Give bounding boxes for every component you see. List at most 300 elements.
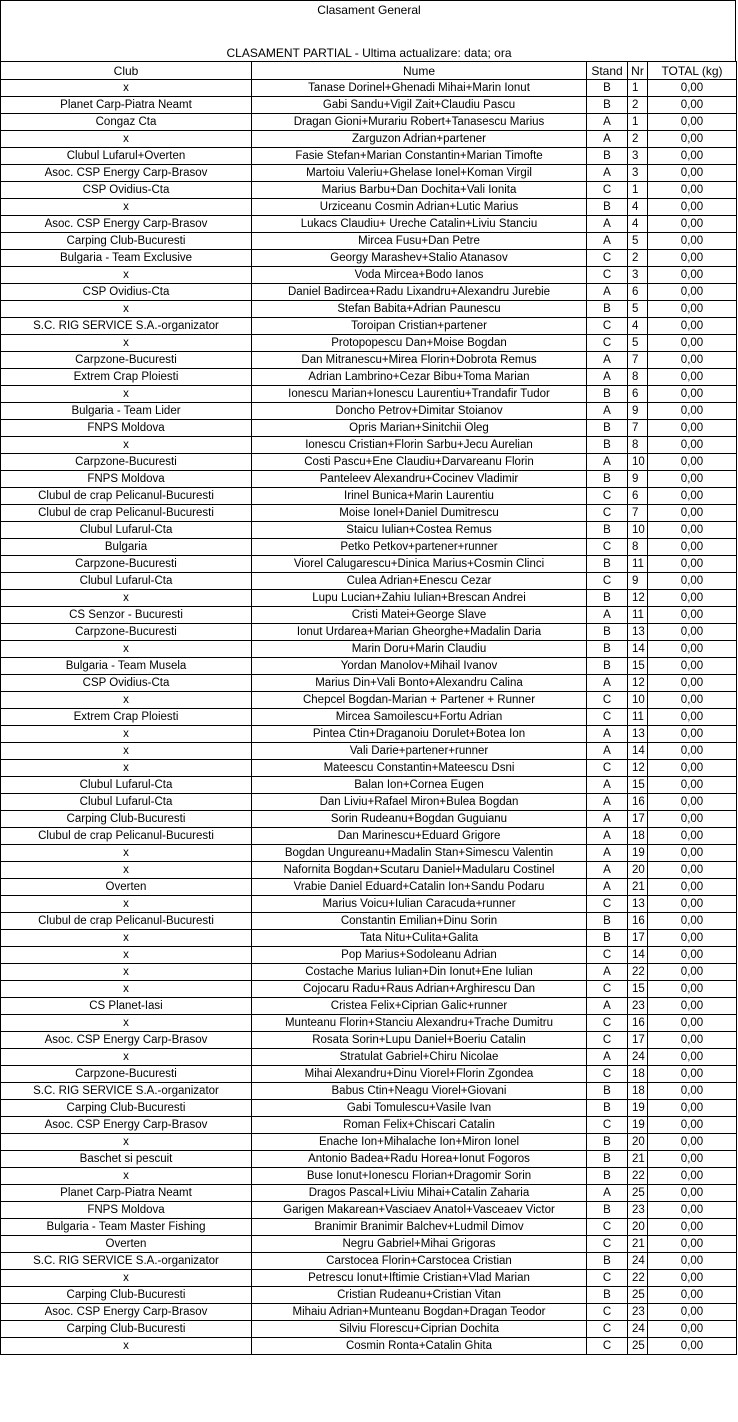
nr-cell: 1 xyxy=(628,182,648,199)
table-row xyxy=(1,709,737,726)
stand-cell: A xyxy=(587,216,628,233)
nr-cell: 19 xyxy=(628,1117,648,1134)
table-row xyxy=(1,964,737,981)
table-row xyxy=(1,1032,737,1049)
stand-cell: B xyxy=(587,913,628,930)
stand-cell: A xyxy=(587,607,628,624)
stand-cell: C xyxy=(587,760,628,777)
stand-cell: B xyxy=(587,1287,628,1304)
total-cell: 0,00 xyxy=(648,1253,737,1270)
stand-cell: B xyxy=(587,437,628,454)
stand-cell: A xyxy=(587,165,628,182)
stand-cell: C xyxy=(587,488,628,505)
total-cell: 0,00 xyxy=(648,267,737,284)
club-cell: Carpzone-Bucuresti xyxy=(1,1066,252,1083)
nr-cell: 7 xyxy=(628,352,648,369)
stand-cell: B xyxy=(587,471,628,488)
total-cell: 0,00 xyxy=(648,879,737,896)
club-cell: x xyxy=(1,964,252,981)
club-cell: Baschet si pescuit xyxy=(1,1151,252,1168)
table-row xyxy=(1,930,737,947)
table-header-row xyxy=(1,62,737,80)
table-row xyxy=(1,828,737,845)
club-cell: Carping Club-Bucuresti xyxy=(1,811,252,828)
stand-cell: A xyxy=(587,369,628,386)
name-cell: Viorel Calugarescu+Dinica Marius+Cosmin Clinci xyxy=(252,556,587,573)
total-cell: 0,00 xyxy=(648,641,737,658)
stand-cell: C xyxy=(587,947,628,964)
nr-cell: 22 xyxy=(628,964,648,981)
nr-cell: 3 xyxy=(628,165,648,182)
table-row xyxy=(1,1304,737,1321)
table-row xyxy=(1,403,737,420)
table-row xyxy=(1,454,737,471)
stand-cell: C xyxy=(587,1338,628,1355)
club-cell: x xyxy=(1,1270,252,1287)
name-cell: Dan Marinescu+Eduard Grigore xyxy=(252,828,587,845)
sheet-header xyxy=(0,0,736,61)
nr-cell: 23 xyxy=(628,998,648,1015)
table-row xyxy=(1,1151,737,1168)
nr-cell: 6 xyxy=(628,284,648,301)
club-cell: x xyxy=(1,267,252,284)
table-row xyxy=(1,675,737,692)
total-cell: 0,00 xyxy=(648,624,737,641)
stand-cell: B xyxy=(587,624,628,641)
club-cell: x xyxy=(1,437,252,454)
name-cell: Adrian Lambrino+Cezar Bibu+Toma Marian xyxy=(252,369,587,386)
column-header-stand: Stand xyxy=(587,62,628,80)
nr-cell: 10 xyxy=(628,522,648,539)
nr-cell: 18 xyxy=(628,828,648,845)
nr-cell: 22 xyxy=(628,1168,648,1185)
total-cell: 0,00 xyxy=(648,1338,737,1355)
total-cell: 0,00 xyxy=(648,726,737,743)
nr-cell: 12 xyxy=(628,675,648,692)
nr-cell: 21 xyxy=(628,879,648,896)
table-row xyxy=(1,1321,737,1338)
stand-cell: C xyxy=(587,896,628,913)
table-row xyxy=(1,216,737,233)
stand-cell: A xyxy=(587,284,628,301)
nr-cell: 16 xyxy=(628,913,648,930)
club-cell: Clubul de crap Pelicanul-Bucuresti xyxy=(1,913,252,930)
stand-cell: B xyxy=(587,1253,628,1270)
name-cell: Mihaiu Adrian+Munteanu Bogdan+Dragan Teodor xyxy=(252,1304,587,1321)
name-cell: Nafornita Bogdan+Scutaru Daniel+Madularu Costinel xyxy=(252,862,587,879)
name-cell: Georgy Marashev+Stalio Atanasov xyxy=(252,250,587,267)
total-cell: 0,00 xyxy=(648,1134,737,1151)
club-cell: x xyxy=(1,692,252,709)
total-cell: 0,00 xyxy=(648,539,737,556)
club-cell: Carping Club-Bucuresti xyxy=(1,1100,252,1117)
nr-cell: 24 xyxy=(628,1321,648,1338)
stand-cell: A xyxy=(587,998,628,1015)
club-cell: Planet Carp-Piatra Neamt xyxy=(1,1185,252,1202)
name-cell: Yordan Manolov+Mihail Ivanov xyxy=(252,658,587,675)
stand-cell: B xyxy=(587,641,628,658)
nr-cell: 11 xyxy=(628,556,648,573)
club-cell: Bulgaria - Team Master Fishing xyxy=(1,1219,252,1236)
table-row xyxy=(1,760,737,777)
table-row xyxy=(1,641,737,658)
total-cell: 0,00 xyxy=(648,794,737,811)
stand-cell: B xyxy=(587,199,628,216)
stand-cell: C xyxy=(587,1066,628,1083)
nr-cell: 9 xyxy=(628,471,648,488)
nr-cell: 16 xyxy=(628,1015,648,1032)
total-cell: 0,00 xyxy=(648,250,737,267)
club-cell: Clubul Lufarul-Cta xyxy=(1,794,252,811)
total-cell: 0,00 xyxy=(648,505,737,522)
table-row xyxy=(1,981,737,998)
table-row xyxy=(1,658,737,675)
nr-cell: 12 xyxy=(628,590,648,607)
nr-cell: 13 xyxy=(628,726,648,743)
name-cell: Carstocea Florin+Carstocea Cristian xyxy=(252,1253,587,1270)
name-cell: Costache Marius Iulian+Din Ionut+Ene Iulian xyxy=(252,964,587,981)
club-cell: CSP Ovidius-Cta xyxy=(1,284,252,301)
total-cell: 0,00 xyxy=(648,1270,737,1287)
nr-cell: 3 xyxy=(628,148,648,165)
name-cell: Pop Marius+Sodoleanu Adrian xyxy=(252,947,587,964)
club-cell: Clubul Lufarul-Cta xyxy=(1,777,252,794)
total-cell: 0,00 xyxy=(648,522,737,539)
name-cell: Mircea Fusu+Dan Petre xyxy=(252,233,587,250)
name-cell: Petko Petkov+partener+runner xyxy=(252,539,587,556)
table-row xyxy=(1,114,737,131)
stand-cell: A xyxy=(587,675,628,692)
nr-cell: 9 xyxy=(628,573,648,590)
nr-cell: 3 xyxy=(628,267,648,284)
name-cell: Dragos Pascal+Liviu Mihai+Catalin Zaharia xyxy=(252,1185,587,1202)
club-cell: x xyxy=(1,80,252,97)
total-cell: 0,00 xyxy=(648,692,737,709)
column-header-club: Club xyxy=(1,62,252,80)
total-cell: 0,00 xyxy=(648,216,737,233)
name-cell: Cojocaru Radu+Raus Adrian+Arghirescu Dan xyxy=(252,981,587,998)
total-cell: 0,00 xyxy=(648,1117,737,1134)
table-row xyxy=(1,335,737,352)
stand-cell: B xyxy=(587,386,628,403)
name-cell: Bogdan Ungureanu+Madalin Stan+Simescu Valentin xyxy=(252,845,587,862)
table-row xyxy=(1,862,737,879)
total-cell: 0,00 xyxy=(648,964,737,981)
table-row xyxy=(1,998,737,1015)
club-cell: Clubul Lufarul+Overten xyxy=(1,148,252,165)
name-cell: Dragan Gioni+Murariu Robert+Tanasescu Marius xyxy=(252,114,587,131)
club-cell: x xyxy=(1,896,252,913)
total-cell: 0,00 xyxy=(648,1304,737,1321)
nr-cell: 11 xyxy=(628,607,648,624)
total-cell: 0,00 xyxy=(648,1236,737,1253)
name-cell: Culea Adrian+Enescu Cezar xyxy=(252,573,587,590)
nr-cell: 9 xyxy=(628,403,648,420)
table-row xyxy=(1,1168,737,1185)
stand-cell: A xyxy=(587,879,628,896)
total-cell: 0,00 xyxy=(648,913,737,930)
club-cell: Congaz Cta xyxy=(1,114,252,131)
stand-cell: A xyxy=(587,828,628,845)
nr-cell: 8 xyxy=(628,539,648,556)
total-cell: 0,00 xyxy=(648,80,737,97)
name-cell: Costi Pascu+Ene Claudiu+Darvareanu Florin xyxy=(252,454,587,471)
table-row xyxy=(1,947,737,964)
club-cell: Asoc. CSP Energy Carp-Brasov xyxy=(1,165,252,182)
club-cell: FNPS Moldova xyxy=(1,1202,252,1219)
club-cell: Bulgaria xyxy=(1,539,252,556)
name-cell: Stefan Babita+Adrian Paunescu xyxy=(252,301,587,318)
name-cell: Babus Ctin+Neagu Viorel+Giovani xyxy=(252,1083,587,1100)
club-cell: x xyxy=(1,641,252,658)
name-cell: Dan Mitranescu+Mirea Florin+Dobrota Remus xyxy=(252,352,587,369)
club-cell: Asoc. CSP Energy Carp-Brasov xyxy=(1,1032,252,1049)
name-cell: Marius Voicu+Iulian Caracuda+runner xyxy=(252,896,587,913)
name-cell: Buse Ionut+Ionescu Florian+Dragomir Sorin xyxy=(252,1168,587,1185)
total-cell: 0,00 xyxy=(648,131,737,148)
club-cell: x xyxy=(1,930,252,947)
nr-cell: 14 xyxy=(628,947,648,964)
total-cell: 0,00 xyxy=(648,1321,737,1338)
name-cell: Dan Liviu+Rafael Miron+Bulea Bogdan xyxy=(252,794,587,811)
name-cell: Vrabie Daniel Eduard+Catalin Ion+Sandu Podaru xyxy=(252,879,587,896)
stand-cell: B xyxy=(587,420,628,437)
name-cell: Marius Barbu+Dan Dochita+Vali Ionita xyxy=(252,182,587,199)
club-cell: S.C. RIG SERVICE S.A.-organizator xyxy=(1,318,252,335)
stand-cell: B xyxy=(587,1100,628,1117)
name-cell: Mihai Alexandru+Dinu Viorel+Florin Zgondea xyxy=(252,1066,587,1083)
nr-cell: 14 xyxy=(628,641,648,658)
name-cell: Staicu Iulian+Costea Remus xyxy=(252,522,587,539)
table-row xyxy=(1,1253,737,1270)
nr-cell: 8 xyxy=(628,369,648,386)
club-cell: Clubul de crap Pelicanul-Bucuresti xyxy=(1,505,252,522)
club-cell: Bulgaria - Team Musela xyxy=(1,658,252,675)
stand-cell: C xyxy=(587,1304,628,1321)
stand-cell: B xyxy=(587,658,628,675)
stand-cell: C xyxy=(587,539,628,556)
table-row xyxy=(1,233,737,250)
nr-cell: 19 xyxy=(628,845,648,862)
total-cell: 0,00 xyxy=(648,233,737,250)
total-cell: 0,00 xyxy=(648,471,737,488)
club-cell: x xyxy=(1,760,252,777)
nr-cell: 25 xyxy=(628,1338,648,1355)
club-cell: Planet Carp-Piatra Neamt xyxy=(1,97,252,114)
stand-cell: A xyxy=(587,964,628,981)
nr-cell: 22 xyxy=(628,1270,648,1287)
stand-cell: A xyxy=(587,114,628,131)
total-cell: 0,00 xyxy=(648,301,737,318)
total-cell: 0,00 xyxy=(648,743,737,760)
club-cell: CSP Ovidius-Cta xyxy=(1,675,252,692)
name-cell: Enache Ion+Mihalache Ion+Miron Ionel xyxy=(252,1134,587,1151)
stand-cell: C xyxy=(587,1219,628,1236)
total-cell: 0,00 xyxy=(648,1100,737,1117)
table-row xyxy=(1,267,737,284)
name-cell: Marin Doru+Marin Claudiu xyxy=(252,641,587,658)
nr-cell: 21 xyxy=(628,1236,648,1253)
stand-cell: C xyxy=(587,1236,628,1253)
club-cell: x xyxy=(1,947,252,964)
club-cell: CS Planet-Iasi xyxy=(1,998,252,1015)
club-cell: x xyxy=(1,386,252,403)
name-cell: Vali Darie+partener+runner xyxy=(252,743,587,760)
nr-cell: 21 xyxy=(628,1151,648,1168)
total-cell: 0,00 xyxy=(648,386,737,403)
name-cell: Opris Marian+Sinitchii Oleg xyxy=(252,420,587,437)
table-row xyxy=(1,199,737,216)
stand-cell: A xyxy=(587,845,628,862)
club-cell: x xyxy=(1,845,252,862)
name-cell: Toroipan Cristian+partener xyxy=(252,318,587,335)
table-row xyxy=(1,811,737,828)
name-cell: Stratulat Gabriel+Chiru Nicolae xyxy=(252,1049,587,1066)
name-cell: Daniel Badircea+Radu Lixandru+Alexandru Jurebie xyxy=(252,284,587,301)
club-cell: Carpzone-Bucuresti xyxy=(1,454,252,471)
nr-cell: 15 xyxy=(628,981,648,998)
table-row xyxy=(1,845,737,862)
column-header-total: TOTAL (kg) xyxy=(648,62,737,80)
table-row xyxy=(1,148,737,165)
table-row xyxy=(1,1066,737,1083)
name-cell: Antonio Badea+Radu Horea+Ionut Fogoros xyxy=(252,1151,587,1168)
name-cell: Petrescu Ionut+Iftimie Cristian+Vlad Marian xyxy=(252,1270,587,1287)
name-cell: Cristea Felix+Ciprian Galic+runner xyxy=(252,998,587,1015)
name-cell: Ionut Urdarea+Marian Gheorghe+Madalin Daria xyxy=(252,624,587,641)
name-cell: Munteanu Florin+Stanciu Alexandru+Trache Dumitru xyxy=(252,1015,587,1032)
table-row xyxy=(1,97,737,114)
nr-cell: 23 xyxy=(628,1202,648,1219)
name-cell: Branimir Branimir Balchev+Ludmil Dimov xyxy=(252,1219,587,1236)
total-cell: 0,00 xyxy=(648,318,737,335)
name-cell: Voda Mircea+Bodo Ianos xyxy=(252,267,587,284)
club-cell: Extrem Crap Ploiesti xyxy=(1,369,252,386)
club-cell: Carpzone-Bucuresti xyxy=(1,556,252,573)
stand-cell: B xyxy=(587,590,628,607)
table-row xyxy=(1,386,737,403)
table-row xyxy=(1,369,737,386)
stand-cell: C xyxy=(587,335,628,352)
total-cell: 0,00 xyxy=(648,573,737,590)
nr-cell: 18 xyxy=(628,1083,648,1100)
nr-cell: 11 xyxy=(628,709,648,726)
club-cell: x xyxy=(1,301,252,318)
stand-cell: B xyxy=(587,522,628,539)
club-cell: CS Senzor - Bucuresti xyxy=(1,607,252,624)
name-cell: Urziceanu Cosmin Adrian+Lutic Marius xyxy=(252,199,587,216)
stand-cell: B xyxy=(587,97,628,114)
club-cell: Carping Club-Bucuresti xyxy=(1,1287,252,1304)
stand-cell: C xyxy=(587,505,628,522)
table-row xyxy=(1,1185,737,1202)
nr-cell: 20 xyxy=(628,862,648,879)
nr-cell: 4 xyxy=(628,318,648,335)
nr-cell: 14 xyxy=(628,743,648,760)
total-cell: 0,00 xyxy=(648,1066,737,1083)
table-row xyxy=(1,743,737,760)
nr-cell: 2 xyxy=(628,250,648,267)
stand-cell: A xyxy=(587,403,628,420)
total-cell: 0,00 xyxy=(648,1083,737,1100)
table-row xyxy=(1,607,737,624)
name-cell: Fasie Stefan+Marian Constantin+Marian Timofte xyxy=(252,148,587,165)
club-cell: Asoc. CSP Energy Carp-Brasov xyxy=(1,216,252,233)
club-cell: Bulgaria - Team Lider xyxy=(1,403,252,420)
stand-cell: A xyxy=(587,233,628,250)
name-cell: Protopopescu Dan+Moise Bogdan xyxy=(252,335,587,352)
stand-cell: A xyxy=(587,794,628,811)
stand-cell: A xyxy=(587,777,628,794)
nr-cell: 10 xyxy=(628,454,648,471)
nr-cell: 6 xyxy=(628,386,648,403)
stand-cell: C xyxy=(587,1117,628,1134)
total-cell: 0,00 xyxy=(648,709,737,726)
nr-cell: 17 xyxy=(628,811,648,828)
name-cell: Lukacs Claudiu+ Ureche Catalin+Liviu Stanciu xyxy=(252,216,587,233)
club-cell: Carpzone-Bucuresti xyxy=(1,352,252,369)
club-cell: FNPS Moldova xyxy=(1,471,252,488)
stand-cell: A xyxy=(587,352,628,369)
name-cell: Gabi Sandu+Vigil Zait+Claudiu Pascu xyxy=(252,97,587,114)
name-cell: Ionescu Cristian+Florin Sarbu+Jecu Aurelian xyxy=(252,437,587,454)
nr-cell: 13 xyxy=(628,624,648,641)
table-row xyxy=(1,488,737,505)
stand-cell: A xyxy=(587,1049,628,1066)
total-cell: 0,00 xyxy=(648,658,737,675)
nr-cell: 19 xyxy=(628,1100,648,1117)
total-cell: 0,00 xyxy=(648,675,737,692)
table-row xyxy=(1,1134,737,1151)
total-cell: 0,00 xyxy=(648,1185,737,1202)
stand-cell: C xyxy=(587,692,628,709)
nr-cell: 17 xyxy=(628,1032,648,1049)
table-row xyxy=(1,573,737,590)
name-cell: Sorin Rudeanu+Bogdan Guguianu xyxy=(252,811,587,828)
table-row xyxy=(1,624,737,641)
table-row xyxy=(1,896,737,913)
stand-cell: B xyxy=(587,1083,628,1100)
stand-cell: B xyxy=(587,148,628,165)
club-cell: x xyxy=(1,131,252,148)
stand-cell: C xyxy=(587,250,628,267)
club-cell: Clubul Lufarul-Cta xyxy=(1,522,252,539)
name-cell: Ionescu Marian+Ionescu Laurentiu+Trandafir Tudor xyxy=(252,386,587,403)
name-cell: Rosata Sorin+Lupu Daniel+Boeriu Catalin xyxy=(252,1032,587,1049)
total-cell: 0,00 xyxy=(648,862,737,879)
table-row xyxy=(1,352,737,369)
stand-cell: A xyxy=(587,862,628,879)
club-cell: x xyxy=(1,335,252,352)
nr-cell: 17 xyxy=(628,930,648,947)
total-cell: 0,00 xyxy=(648,1151,737,1168)
stand-cell: B xyxy=(587,556,628,573)
club-cell: x xyxy=(1,1015,252,1032)
table-row xyxy=(1,522,737,539)
stand-cell: A xyxy=(587,743,628,760)
total-cell: 0,00 xyxy=(648,1032,737,1049)
nr-cell: 5 xyxy=(628,301,648,318)
club-cell: x xyxy=(1,1338,252,1355)
table-row xyxy=(1,794,737,811)
club-cell: FNPS Moldova xyxy=(1,420,252,437)
total-cell: 0,00 xyxy=(648,760,737,777)
stand-cell: C xyxy=(587,981,628,998)
total-cell: 0,00 xyxy=(648,114,737,131)
nr-cell: 24 xyxy=(628,1253,648,1270)
total-cell: 0,00 xyxy=(648,845,737,862)
total-cell: 0,00 xyxy=(648,590,737,607)
